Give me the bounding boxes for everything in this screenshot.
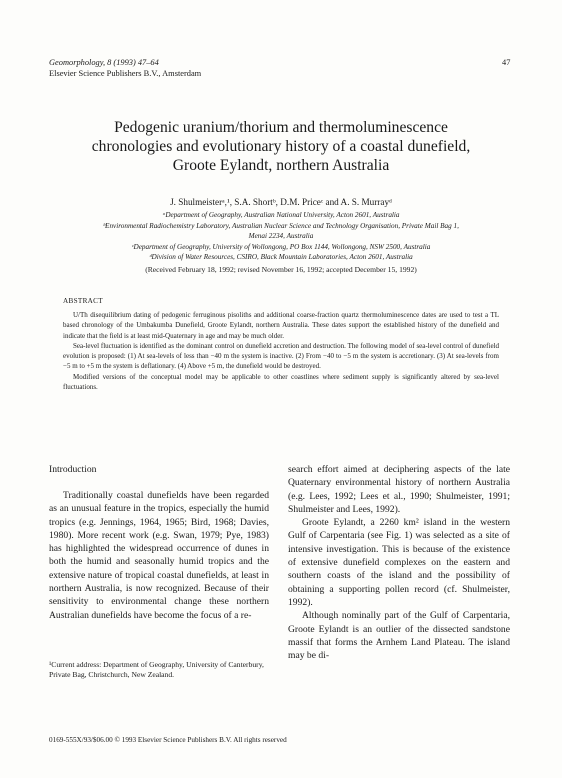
journal-volume: Geomorphology, 8 (1993) 47–64 [49, 58, 159, 67]
abstract-paragraph: U/Th disequilibrium dating of pedogenic ferruginous pisoliths and additional coarse-fraction quartz thermoluminescence dates are used to test a TL based chronology of the Umbakumba Dunefield, Groote Eylandt, northern Australia. These dates support the established history of the dunefield and indicate that the field is at least mid-Quaternary in age and may be much older. [63, 311, 499, 340]
abstract-paragraph: Modified versions of the conceptual model may be applicable to other coastlines where sediment supply is significantly altered by sea-level fluctuations. [63, 372, 499, 392]
body-paragraph: Groote Eylandt, a 2260 km² island in the western Gulf of Carpentaria (see Fig. 1) was selected as a site of intensive investigation. This is because of the existence of extensive dunefield complexes on the eastern and southern coasts of the island and the possibility of obtaining a supporting pollen record (cf. Shulmeister, 1992). [288, 517, 510, 608]
title-line: Pedogenic uranium/thorium and thermoluminescence [114, 119, 448, 136]
authors: J. Shulmeisterᵃ,¹, S.A. Shortᵇ, D.M. Priceᶜ and A. S. Murrayᵈ [170, 197, 392, 207]
footnote: ¹Current address: Department of Geography, University of Canterbury, Private Bag, Christchurch, New Zealand. [49, 660, 264, 680]
affiliation: ᵃDepartment of Geography, Australian National University, Acton 2601, Australia [162, 211, 400, 219]
affiliation: Menai 2234, Australia [248, 232, 314, 241]
section-heading: Introduction [49, 464, 97, 475]
affiliation: ᵇEnvironmental Radiochemistry Laboratory, Australian Nuclear Science and Technology Organisation, Private Mail Bag 1, [103, 221, 459, 230]
title-line: Groote Eylandt, northern Australia [172, 157, 390, 174]
article-title [40, 118, 522, 175]
abstract [63, 310, 499, 392]
affiliation: ᵈDivision of Water Resources, CSIRO, Black Mountain Laboratories, Acton 2601, Australia [149, 253, 413, 262]
journal-citation [49, 58, 201, 79]
abstract-paragraph: Sea-level fluctuation is identified as the dominant control on dunefield accretion and destruction. The following model of sea-level control of dunefield evolution is proposed: (1) At sea-levels of less than −40 m the system is inactive. (2) From −40 to −5 m the system is accretionary. (3) At sea-levels from −5 m to +5 m the system is deflationary. (4) Above +5 m, the dunefield would be destroyed. [63, 341, 499, 371]
copyright-footer: 0169-555X/93/$06.00 © 1993 Elsevier Science Publishers B.V. All rights reserved [49, 736, 287, 744]
abstract-heading: ABSTRACT [63, 297, 103, 305]
body-paragraph: Traditionally coastal dunefields have been regarded as an unusual feature in the tropics, especially the humid tropics (e.g. Jennings, 1964, 1965; Bird, 1968; Davies, 1980). More recent work (e.g. Swan, 1979; Pye, 1983) has highlighted the widespread occurrence of dunes in both the humid and seasonally humid tropics and the extensive nature of tropical coastal dunefields, at least in northern Australia, is now recognized. Because of their sensitivity to environmental change these northern Australian dunefields have become the focus of a re- [49, 490, 269, 621]
affiliations [60, 210, 502, 263]
title-line: chronologies and evolutionary history of a coastal dunefield, [91, 138, 471, 155]
journal-publisher: Elsevier Science Publishers B.V., Amsterdam [49, 68, 202, 78]
body-paragraph: search effort aimed at deciphering aspects of the late Quaternary environmental history of northern Australia (e.g. Lees, 1992; Lees et al., 1990; Shulmeister, 1991; Shulmeister and Lees, 1992). [288, 464, 510, 515]
received-dates: (Received February 18, 1992; revised November 16, 1992; accepted December 15, 1992) [145, 265, 417, 274]
page-number: 47 [502, 58, 511, 67]
right-column [288, 463, 510, 662]
left-column [49, 464, 269, 622]
body-paragraph: Although nominally part of the Gulf of Carpentaria, Groote Eylandt is an outlier of the dissected sandstone massif that forms the Arnhem Land Plateau. The island may be di- [288, 610, 510, 662]
affiliation: ᶜDepartment of Geography, University of Wollongong, PO Box 1144, Wollongong, NSW 2500, Australia [131, 242, 431, 251]
